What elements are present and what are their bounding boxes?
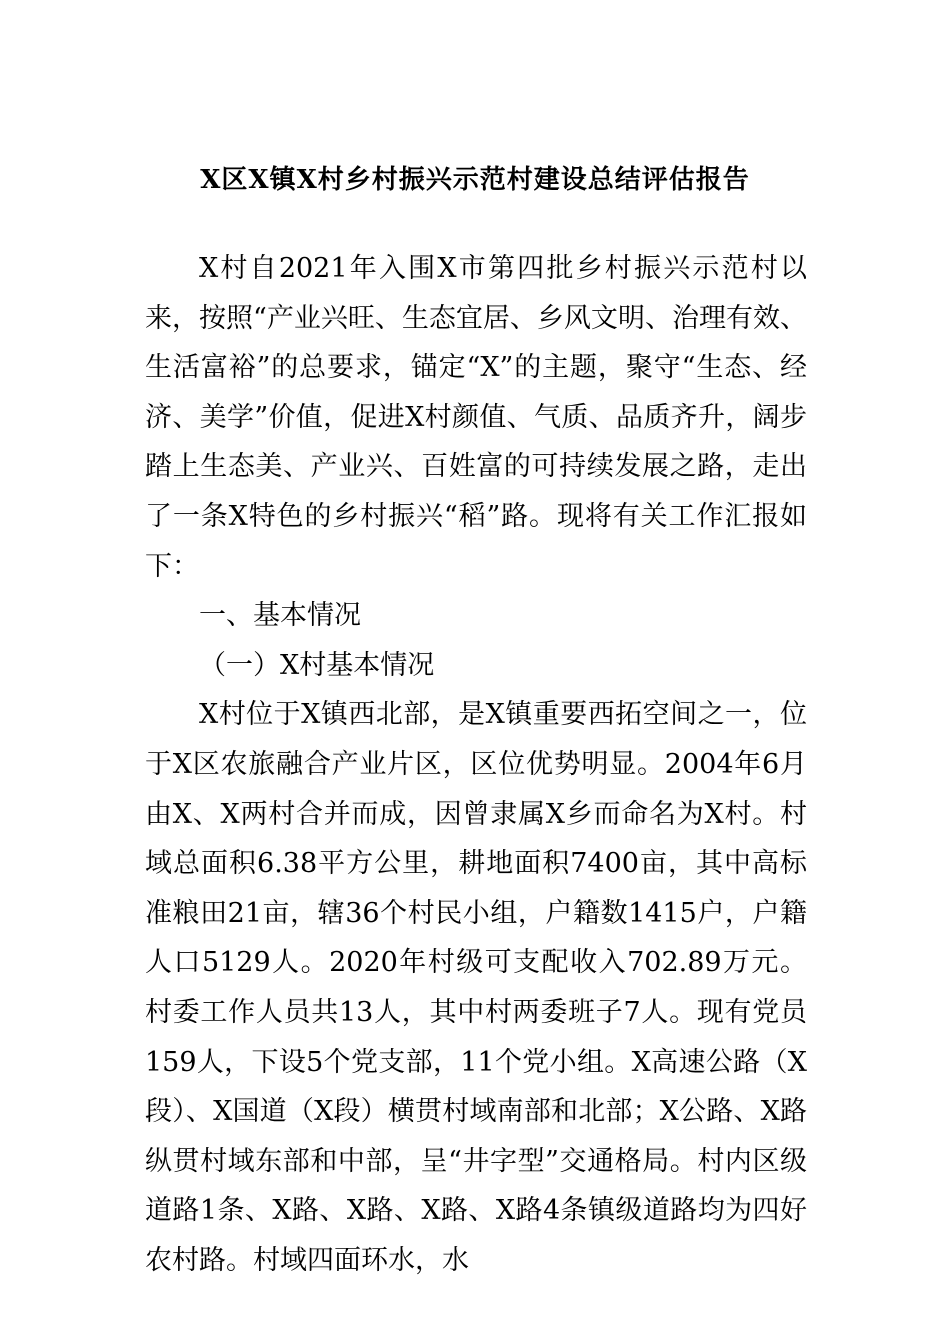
document-title: X区X镇X村乡村振兴示范村建设总结评估报告 xyxy=(200,165,750,195)
intro-paragraph: X村自2021年入围X市第四批乡村振兴示范村以来，按照“产业兴旺、生态宜居、乡风文明、治理有效、生活富裕”的总要求，锚定“X”的主题，聚守“生态、经济、美学”价值，促进X村颜值、气质、品质齐升，阔步踏上生态美、产业兴、百姓富的可持续发展之路，走出了一条X特色的乡村振兴“稻”路。现将有关工作汇报如下： xyxy=(145,253,807,582)
village-basics-paragraph: X村位于X镇西北部，是X镇重要西拓空间之一，位于X区农旅融合产业片区，区位优势明显。2004年6月由X、X两村合并而成，因曾隶属X乡而命名为X村。村域总面积6.38平方公里，耕地面积7400亩，其中高标准粮田21亩，辖36个村民小组，户籍数1415户，户籍人口5129人。2020年村级可支配收入702.89万元。村委工作人员共13人，其中村两委班子7人。现有党员159人，下设5个党支部，11个党小组。X高速公路（X段）、X国道（X段）横贯村域南部和北部；X公路、X路纵贯村域东部和中部，呈“井字型”交通格局。村内区级道路1条、X路、X路、X路、X路4条镇级道路均为四好农村路。村域四面环水，水 xyxy=(145,699,807,1276)
subsection-heading-village-basics: （一）X村基本情况 xyxy=(199,649,435,681)
document-body xyxy=(145,244,807,1285)
section-heading-basic-situation: 一、基本情况 xyxy=(199,600,361,632)
